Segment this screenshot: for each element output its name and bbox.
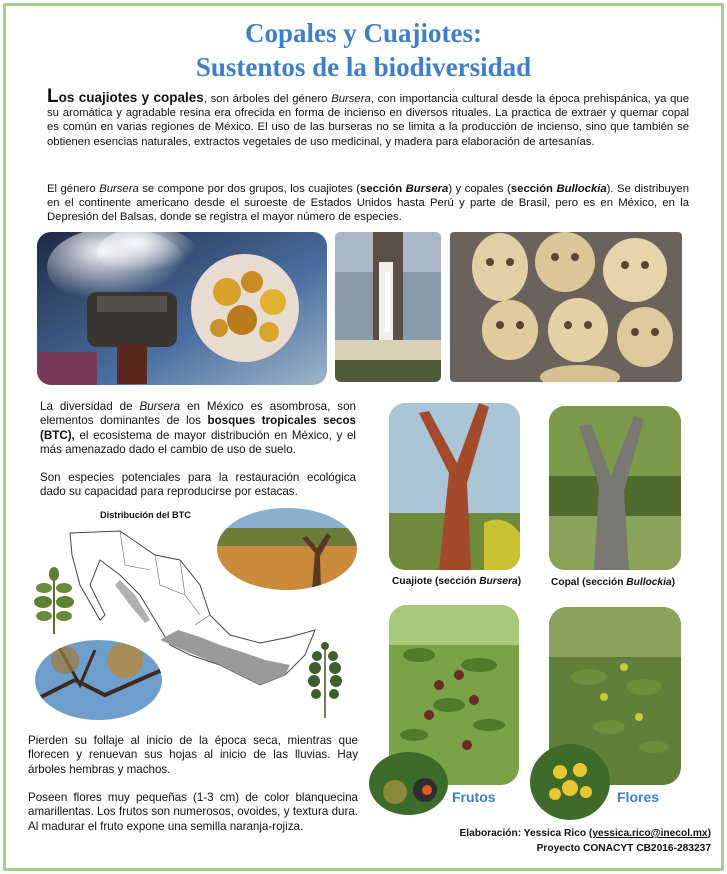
leaf-icon-2 [306, 640, 344, 720]
label-frutos: Frutos [452, 789, 496, 805]
caption-copal: Copal (sección Bullockia) [551, 577, 675, 588]
page-title-line1: Copales y Cuajiotes: [245, 18, 482, 48]
caption-cuajiote: Cuajiote (sección Bursera) [392, 576, 522, 587]
dry-forest-photo [217, 508, 357, 590]
fruits-closeup [369, 752, 448, 815]
author-email-link[interactable]: yessica.rico@inecol.mx [592, 828, 708, 839]
intro-lead: os cuajiotes y copales [58, 90, 204, 105]
groups-paragraph: El género Bursera se compone por dos grupos, los cuajiotes (sección Bursera) y copales (sección Bullockia). Se distribuyen en el continente americano desde el suroeste de Estados Unidos hasta Perú y parte de Brasil, pero es en México, en la Depresión del Balsas, donde se registra el mayor número de especies. [47, 183, 689, 224]
credit-line: Elaboración: Yessica Rico (yessica.rico@inecol.mx) [459, 828, 711, 839]
map-title: Distribución del BTC [100, 510, 191, 520]
flowers-closeup [530, 744, 610, 820]
masks-photo [450, 232, 682, 382]
drop-cap: L [47, 86, 59, 107]
incense-photo [37, 232, 327, 385]
intro-paragraph: Los cuajiotes y copales, son árboles del género Bursera, con importancia cultural desde la época prehispánica, ya que su aromática y agradable resina era ofrecida en forma de incienso en diversos rituales. La practica de extraer y quemar copal es común en varias regiones de México. El uso de las burseras no se limita a la producción de incienso, sino que también se obtienen esencias naturales, extractos vegetales de uso medicinal, y madera para elaboración de artesanías. [47, 86, 689, 148]
diversity-paragraph: La diversidad de Bursera en México es asombrosa, son elementos dominantes de los bosques tropicales secos (BTC), el ecosistema de mayor distribución en México, y el más amenazado dado el cambio de uso de suelo. [40, 400, 356, 457]
flowers-fruits-paragraph: Poseen flores muy pequeñas (1-3 cm) de color blanquecina amarillentas. Los frutos son numerosos, ovoides, y textura dura. Al madurar el fruto expone una semilla naranja-rojiza. [28, 791, 358, 833]
canopy-photo [35, 640, 162, 720]
project-line: Proyecto CONACYT CB2016-283237 [536, 843, 711, 854]
cuajiote-tree-photo [389, 403, 520, 570]
copal-tree-photo [549, 406, 681, 570]
label-flores: Flores [617, 789, 660, 805]
resin-tree-photo [335, 232, 441, 382]
phenology-paragraph: Pierden su follaje al inicio de la época seca, mientras que florecen y renuevan sus hojas al inicio de las lluvias. Hay árboles hembras y machos. [28, 734, 358, 776]
restoration-paragraph: Son especies potenciales para la restauración ecológica dado su capacidad para reproducirse por estacas. [40, 471, 356, 499]
page-title-line2: Sustentos de la biodiversidad [195, 52, 532, 82]
leaf-icon-1 [34, 566, 74, 636]
